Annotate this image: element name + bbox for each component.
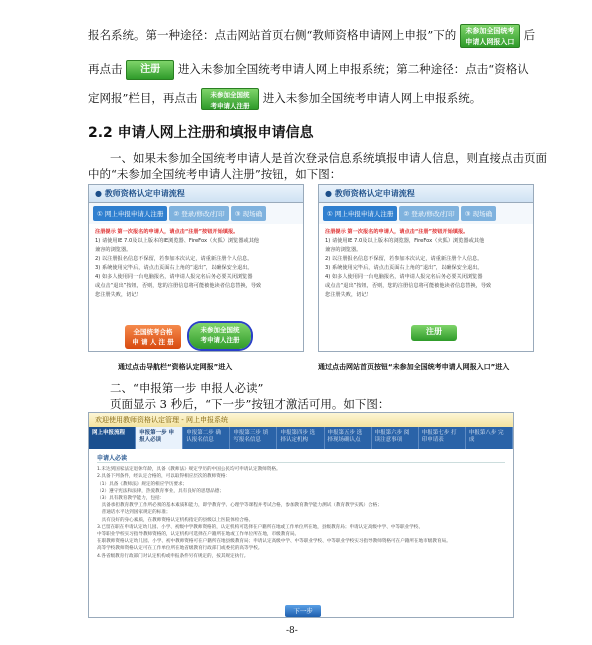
notice-red: 第一次报名的申请人，请点击“注册”按钮开始填报。 xyxy=(347,229,469,235)
text: 后 xyxy=(523,28,536,42)
notice-line: 3) 系统使用完毕后，请点击页面右上角的“退出”，以确保安全退出。 xyxy=(325,265,483,271)
paragraph-line xyxy=(88,88,481,110)
notice-line: 兼容的浏览器。 xyxy=(95,247,132,253)
register-notice xyxy=(319,224,533,304)
unified-register-button[interactable] xyxy=(201,88,259,110)
notice-line: 普通话水平达到国家规定的标准； xyxy=(97,510,171,516)
register-button[interactable] xyxy=(126,60,174,80)
button-label: 注册 xyxy=(140,64,161,75)
notice-line: 2) 以注册报名信息不保留，若参加本次认定，请重新注册个人信息。 xyxy=(95,256,253,262)
step-2[interactable]: 申报第二步 确认报名信息 xyxy=(183,427,230,449)
caption-right: 通过点击网站首页按钮“未参加全国统考申请人网报入口”进入 xyxy=(318,363,510,371)
step-4[interactable]: 申报第四步 选择认定机构 xyxy=(277,427,324,449)
notice-line: 2) 以注册报名信息不保留，若参加本次认定，请重新注册个人信息。 xyxy=(325,256,483,262)
unified-entry-button[interactable] xyxy=(460,24,520,48)
text: 再点击 xyxy=(88,62,123,76)
step-login[interactable]: ② 登录/修改/打印 xyxy=(399,206,458,221)
step-5[interactable]: 申报第五步 选择现场确认点 xyxy=(325,427,372,449)
step-register[interactable]: ① 网上申报申请人注册 xyxy=(93,206,167,221)
paragraph-line: 页面显示 3 秒后，“下一步”按钮才激活可用。如下图： xyxy=(110,397,390,411)
button-label: 申 请 人 注 册 xyxy=(132,338,174,346)
paragraph-line xyxy=(88,24,535,48)
notice-line: 或点击“退出”按钮，否则，您的注册信息将可能被他读者信息替换，导致 xyxy=(325,283,492,289)
screenshot-left xyxy=(88,184,304,352)
paragraph-line: 一、如果未参加全国统考申请人是首次登录信息系统填报申请人信息，则直接点击页面 xyxy=(110,151,547,165)
step-login[interactable]: ② 登录/修改/打印 xyxy=(169,206,228,221)
notice-line: 3.已留在职在申请认定幼儿园、小学、初级中学教师资格的，认定机构可选择在户籍所在地或工作单位所在地，县级教育局；申请认定高级中学、中等职业学校、 xyxy=(97,524,423,530)
step-nav xyxy=(89,427,513,449)
panel-title-text: 教师资格认定申请流程 xyxy=(334,189,415,198)
caption-left: 通过点击导航栏“资格认定网报”进入 xyxy=(118,363,233,371)
notice-line: 中等职业学校实习指导教师资格的，认定机构可选择在户籍所在地或工作单位所在地，市级教育局。 xyxy=(97,532,300,538)
register-button[interactable] xyxy=(411,325,457,341)
step-bar xyxy=(89,203,303,224)
step-flow[interactable]: 网上申报流程 xyxy=(89,427,136,449)
notice-head: 注册提示 xyxy=(325,229,346,235)
screenshot-right xyxy=(318,184,534,352)
panel-title: ● 教师资格认定申请流程 xyxy=(89,185,303,203)
notice-line: （2）遵守宪法和法律，热爱教育事业，具有良好的思想品德； xyxy=(97,488,224,494)
notice-line: 在职教师资格认定幼儿园、小学、初中教师资格可在户籍所在地县级教育局；申请认定高级中学、中等职业学校、中等职业学校实习指导教师资格可在户籍所在地市级教育局。 xyxy=(97,539,451,545)
paragraph-line: 中的“未参加全国统考申请人注册”按钮，如下图： xyxy=(88,167,342,181)
notice-line: 具备承担教育教学工作所必须的基本素质和能力，即学教育学、心理学等课程并考试合格，参加教育教学能力测试（教育教学实践）合格； xyxy=(97,503,382,509)
step-1[interactable]: 申报第一步 申报人必读 xyxy=(136,427,183,449)
notice-line: 4) 如多人使用同一台电脑报名，请申请人报完名后务必要关闭浏览器 xyxy=(325,274,483,280)
notice-line: 或点击“退出”按钮，否则，您的注册信息将可能被他读者信息替换，导致 xyxy=(95,283,262,289)
step-7[interactable]: 申报第七步 打印申请表 xyxy=(419,427,466,449)
next-step-button[interactable]: 下一步 xyxy=(285,605,321,617)
notice-line: 兼容的浏览器。 xyxy=(325,247,362,253)
step-6[interactable]: 申报第六步 阅读注意事项 xyxy=(372,427,419,449)
step-register[interactable]: ① 网上申报申请人注册 xyxy=(323,206,397,221)
step-3[interactable]: 申报第三步 填写报名信息 xyxy=(230,427,277,449)
panel-title: ● 教师资格认定申请流程 xyxy=(319,185,533,203)
unified-qualified-register-button[interactable] xyxy=(125,325,181,349)
notice-line: 4) 如多人使用同一台电脑报名，请申请人报完名后务必要关闭浏览器 xyxy=(95,274,253,280)
notice-body xyxy=(89,449,513,566)
non-unified-register-button[interactable] xyxy=(189,323,251,349)
notice-line: 1.未达到国家法定退休年龄，具备《教师法》规定学历的中国公民均可申请认定教师资格。 xyxy=(97,467,281,473)
notice-line: 3) 系统使用完毕后，请点击页面右上角的“退出”，以确保安全退出。 xyxy=(95,265,253,271)
notice-line: 4.各省级教育行政部门对认定机构或申报条件另有规定的，按其规定执行。 xyxy=(97,553,249,559)
notice-line: （3）具有教育教学能力，包括： xyxy=(97,496,165,502)
paragraph-line xyxy=(88,60,529,80)
button-label: 注册 xyxy=(426,327,442,336)
notice-line: 您注册失败，切记！ xyxy=(95,292,142,298)
notice-head: 注册提示 xyxy=(95,229,116,235)
paragraph-line: 二、“申报第一步 申报人必读” xyxy=(110,381,264,395)
notice-red: 第一次报名的申请人，请点击“注册”按钮开始填报。 xyxy=(117,229,239,235)
step-confirm[interactable]: ③ 现场确 xyxy=(461,206,496,221)
notice-line: 2.具备下列条件，经认定合格的，可以取得相应层次的教师资格： xyxy=(97,474,231,480)
notice-line: 高等学校教师资格认定可在工作单位所在地省级教育行政部门或委托的高等学校。 xyxy=(97,546,263,552)
button-label: 申请人网报入口 xyxy=(465,38,515,46)
text: 进入未参加全国统考申请人网上申报系统；第二种途径：点击“资格认 xyxy=(177,62,529,76)
notice-line: （1）具备《教师法》规定的相应学历要求； xyxy=(97,481,188,487)
system-title: 欢迎使用教师资格认定管理 - 网上申报系统 xyxy=(89,413,513,427)
panel-title-text: 教师资格认定申请流程 xyxy=(104,189,185,198)
button-label: 考申请人注册 xyxy=(210,102,250,110)
button-label: 未参加全国统 xyxy=(200,326,240,334)
step-bar xyxy=(319,203,533,224)
register-notice xyxy=(89,224,303,304)
section-heading: 2.2 申请人网上注册和填报申请信息 xyxy=(88,125,314,141)
step-8[interactable]: 申报第八步 完成 xyxy=(466,427,513,449)
notice-line: 1) 请使用IE 7.0及以上版本的浏览器，FireFox（火狐）浏览器或其他 xyxy=(325,238,485,244)
notice-heading: 申请人必读 xyxy=(97,455,505,463)
notice-line: 您注册失败，切记！ xyxy=(325,292,372,298)
button-label: 未参加全国统考 xyxy=(465,27,515,35)
text: 进入未参加全国统考申请人网上申报系统。 xyxy=(262,91,482,105)
button-label: 考申请人注册 xyxy=(200,336,240,344)
notice-line: 1) 请使用IE 7.0及以上版本的IE浏览器、FireFox（火狐）浏览器或其他 xyxy=(95,238,259,244)
step-confirm[interactable]: ③ 现场确 xyxy=(231,206,266,221)
button-label: 全国统考合格 xyxy=(133,328,173,336)
page-number: -8- xyxy=(286,626,298,636)
text: 定网报”栏目，再点击 xyxy=(88,91,198,105)
screenshot-applicant-notice xyxy=(88,412,514,618)
button-label: 未参加全国统 xyxy=(210,91,250,99)
notice-line: 具有良好的身心素质，在教师资格认定机构指定的县级以上医院体检合格。 xyxy=(97,517,254,523)
text: 报名系统。第一种途径：点击网站首页右侧“教师资格申请网上申报”下的 xyxy=(88,28,457,42)
